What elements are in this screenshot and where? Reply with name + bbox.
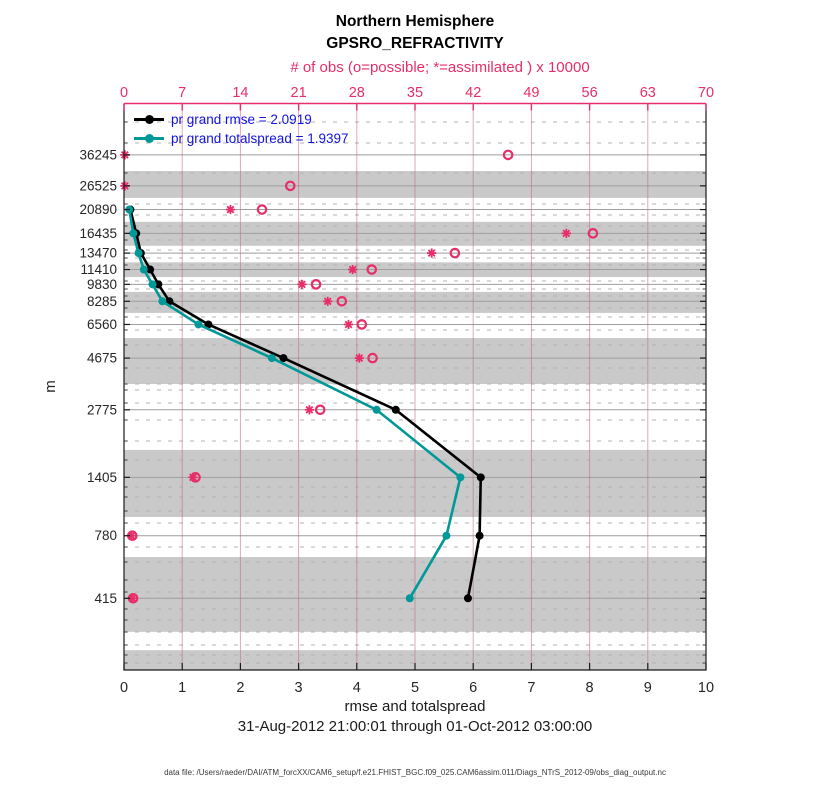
svg-text:63: 63 xyxy=(639,85,656,101)
svg-text:5: 5 xyxy=(410,680,420,696)
legend-item-rmse xyxy=(134,110,349,129)
svg-text:26525: 26525 xyxy=(79,178,117,194)
legend-label-rmse: pr grand rmse = 2.0919 xyxy=(171,112,312,127)
svg-text:6: 6 xyxy=(469,680,478,696)
totalspread-line-icon xyxy=(134,137,164,140)
svg-text:11410: 11410 xyxy=(80,262,117,278)
svg-text:415: 415 xyxy=(94,590,117,606)
data-file-footer: data file: /Users/raeder/DAI/ATM_forcXX/CAM6_setup/f.e21.FHIST_BGC.f09_025.CAM6assim.011/Diags_NTrS_2012-09/obs_diag_output.nc xyxy=(164,768,666,777)
svg-text:1: 1 xyxy=(178,680,187,696)
top-axis-label: # of obs (o=possible; *=assimilated ) x 10000 xyxy=(290,59,590,76)
svg-text:4: 4 xyxy=(352,680,361,696)
legend-item-totalspread xyxy=(134,129,349,148)
page-title: Northern Hemisphere xyxy=(335,13,495,30)
rmse-line-icon xyxy=(134,118,164,121)
date-range-caption: 31-Aug-2012 21:00:01 through 01-Oct-2012 03:00:00 xyxy=(237,718,593,735)
svg-text:0: 0 xyxy=(119,680,129,696)
x-axis-label: rmse and totalspread xyxy=(344,698,486,715)
svg-text:28: 28 xyxy=(348,85,365,101)
svg-text:21: 21 xyxy=(290,85,307,101)
svg-text:2: 2 xyxy=(236,680,245,696)
svg-text:0: 0 xyxy=(119,85,129,101)
svg-text:20890: 20890 xyxy=(79,202,117,218)
svg-text:56: 56 xyxy=(581,85,598,101)
svg-text:7: 7 xyxy=(527,680,536,696)
svg-text:780: 780 xyxy=(94,528,117,544)
svg-text:3: 3 xyxy=(294,680,303,696)
y-axis-label: m xyxy=(41,380,59,393)
svg-text:35: 35 xyxy=(406,85,424,101)
legend xyxy=(134,110,349,148)
legend-label-totalspread: pr grand totalspread = 1.9397 xyxy=(171,131,349,146)
page-subtitle: GPSRO_REFRACTIVITY xyxy=(326,35,504,52)
svg-text:16435: 16435 xyxy=(79,225,117,241)
svg-text:70: 70 xyxy=(697,85,715,101)
svg-text:8: 8 xyxy=(585,680,594,696)
svg-text:1405: 1405 xyxy=(86,469,117,485)
svg-text:42: 42 xyxy=(465,85,482,101)
svg-text:2775: 2775 xyxy=(86,402,117,418)
svg-text:14: 14 xyxy=(232,85,249,101)
svg-text:36245: 36245 xyxy=(79,147,117,163)
svg-text:6560: 6560 xyxy=(86,316,117,332)
svg-text:10: 10 xyxy=(697,680,715,696)
svg-text:13470: 13470 xyxy=(79,245,117,261)
svg-text:8285: 8285 xyxy=(86,293,117,309)
svg-text:9: 9 xyxy=(643,680,652,696)
svg-text:9830: 9830 xyxy=(86,276,117,292)
svg-text:4675: 4675 xyxy=(86,350,117,366)
svg-text:7: 7 xyxy=(178,85,187,101)
svg-text:49: 49 xyxy=(523,85,540,101)
